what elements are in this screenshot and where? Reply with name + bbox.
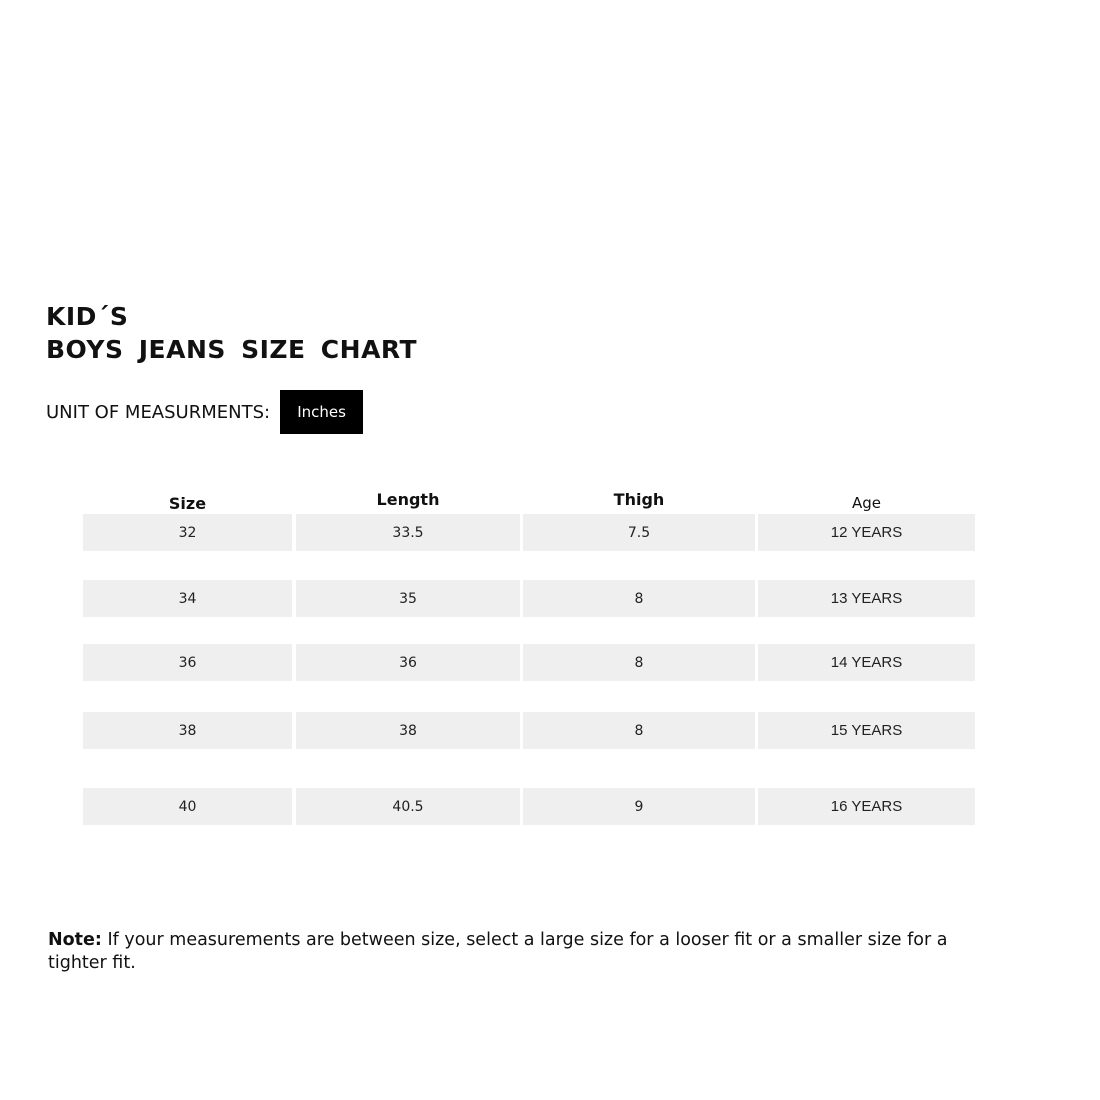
cell-length: 40.5	[296, 788, 520, 825]
cell-length: 38	[296, 712, 520, 749]
cell-age: 15 YEARS	[758, 712, 975, 749]
cell-length: 33.5	[296, 514, 520, 551]
fit-note	[48, 929, 968, 975]
cell-thigh: 9	[523, 788, 755, 825]
note-label: Note:	[48, 930, 102, 950]
cell-age: 16 YEARS	[758, 788, 975, 825]
cell-size: 40	[83, 788, 292, 825]
header-length: Length	[376, 490, 440, 509]
cell-thigh: 8	[523, 580, 755, 617]
size-chart-title	[46, 300, 417, 366]
cell-length: 35	[296, 580, 520, 617]
cell-thigh: 8	[523, 644, 755, 681]
cell-size: 38	[83, 712, 292, 749]
unit-label: UNIT OF MEASURMENTS:	[46, 401, 271, 423]
cell-thigh: 8	[523, 712, 755, 749]
note-text: If your measurements are between size, select a large size for a looser fit or a smaller size for a tighter fit.	[48, 930, 948, 973]
title-line-1: KID´S	[46, 302, 129, 331]
unit-badge: Inches	[280, 390, 363, 434]
header-size: Size	[168, 494, 207, 513]
cell-age: 14 YEARS	[758, 644, 975, 681]
cell-thigh: 7.5	[523, 514, 755, 551]
cell-age: 13 YEARS	[758, 580, 975, 617]
cell-length: 36	[296, 644, 520, 681]
cell-age: 12 YEARS	[758, 514, 975, 551]
header-age: Age	[851, 494, 881, 512]
cell-size: 34	[83, 580, 292, 617]
unit-of-measurement-row	[46, 390, 363, 434]
header-thigh: Thigh	[613, 490, 665, 509]
title-line-2: BOYS JEANS SIZE CHART	[46, 335, 418, 364]
cell-size: 32	[83, 514, 292, 551]
cell-size: 36	[83, 644, 292, 681]
